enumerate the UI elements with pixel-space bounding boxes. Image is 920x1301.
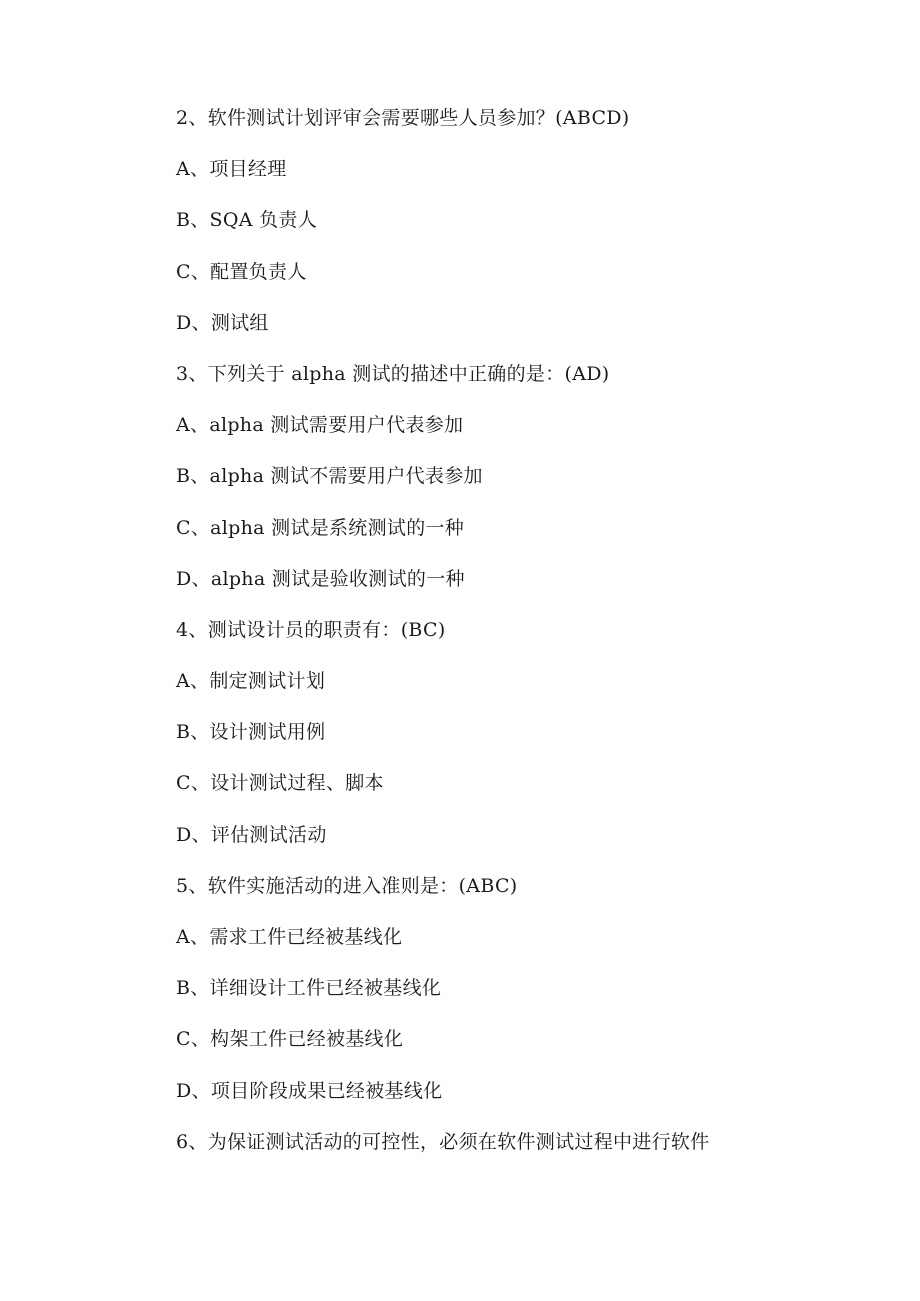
option-3b: B、alpha 测试不需要用户代表参加 [176,465,483,488]
option-2c: C、配置负责人 [176,260,307,283]
option-3a: A、alpha 测试需要用户代表参加 [176,414,464,437]
question-5: 5、软件实施活动的进入准则是：(ABC) [176,874,518,897]
option-5d: D、项目阶段成果已经被基线化 [176,1079,443,1102]
question-6: 6、为保证测试活动的可控性，必须在软件测试过程中进行软件 [176,1130,710,1153]
option-3d: D、alpha 测试是验收测试的一种 [176,567,465,590]
option-4b: B、设计测试用例 [176,721,326,744]
option-4c: C、设计测试过程、脚本 [176,772,384,795]
option-5c: C、构架工件已经被基线化 [176,1028,404,1051]
option-5b: B、详细设计工件已经被基线化 [176,977,442,1000]
option-3c: C、alpha 测试是系统测试的一种 [176,516,465,539]
option-4d: D、评估测试活动 [176,823,327,846]
question-4: 4、测试设计员的职责有：(BC) [176,618,446,641]
option-2d: D、测试组 [176,311,269,334]
question-2: 2、软件测试计划评审会需要哪些人员参加？(ABCD) [176,107,630,129]
option-5a: A、需求工件已经被基线化 [176,926,403,948]
question-list [176,102,876,1177]
question-3: 3、下列关于 alpha 测试的描述中正确的是：(AD) [176,362,610,385]
option-4a: A、制定测试计划 [176,670,326,693]
option-2b: B、SQA 负责人 [176,209,318,232]
option-2a: A、项目经理 [176,158,287,181]
